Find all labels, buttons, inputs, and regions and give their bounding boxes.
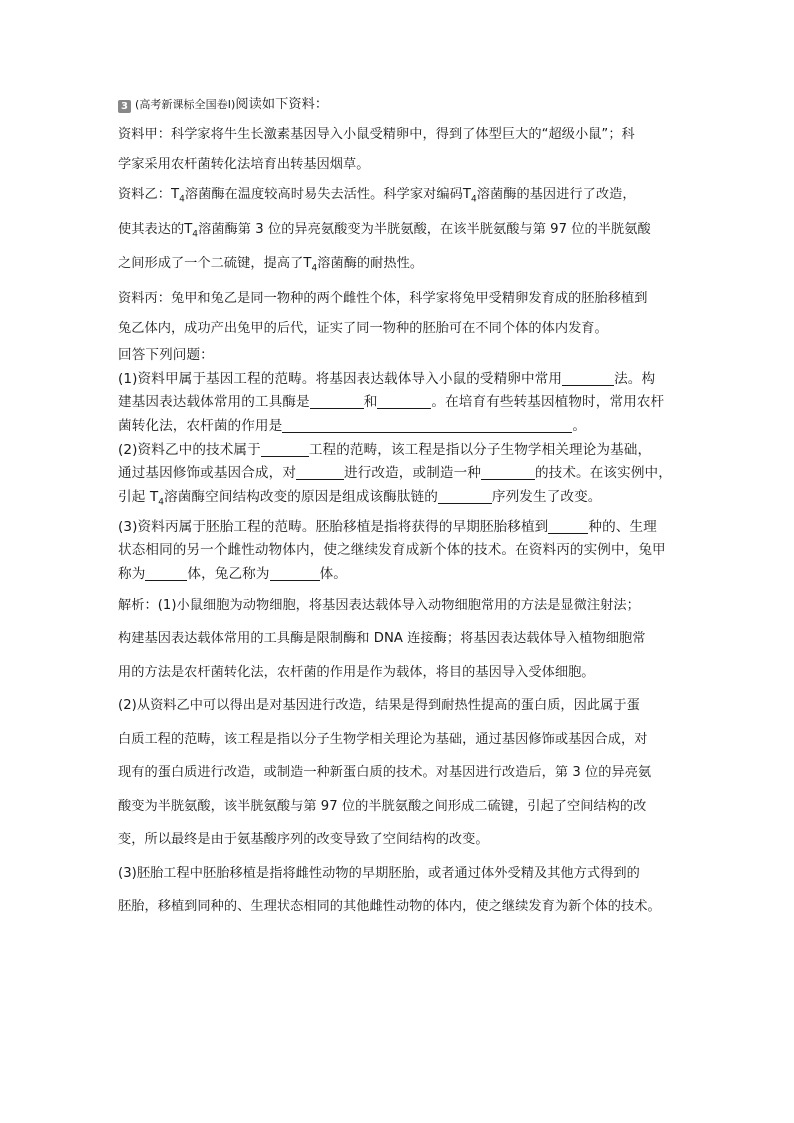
q3-line: 称为 体，兔乙称为 体。 [118, 565, 347, 582]
material-a-text: 科学家将牛生长激素基因导入小鼠受精卵中，得到了体型巨大的“超级小鼠”；科 [170, 127, 635, 142]
answer-blank[interactable] [310, 394, 364, 409]
question-header [118, 90, 684, 120]
question-number-badge: 3 [118, 100, 131, 113]
question-document [118, 90, 684, 924]
material-a-text: 学家采用农杆菌转化法培育出转基因烟草。 [118, 157, 370, 172]
q2-line: 引起 $T_4$溶菌酶空间结构改变的原因是组成该酶肽链的 序列发生了改变。 [118, 489, 602, 508]
answer-blank[interactable] [282, 418, 572, 433]
analysis-line: 用的方法是农杆菌转化法，农杆菌的作用是作为载体，将目的基因导入受体细胞。 [118, 664, 595, 680]
q1-line: (1)资料甲属于基因工程的范畴。将基因表达载体导入小鼠的受精卵中常用 法。构 [118, 370, 656, 387]
analysis-line: 酸变为半胱氨酸，该半胱氨酸与第 97 位的半胱氨酸之间形成二硫键，引起了空间结构的改 [118, 798, 647, 814]
q1-line: 建基因表达载体常用的工具酶是 和 。在培育有些转基因植物时，常用农杆 [118, 394, 665, 411]
answer-blank[interactable] [481, 465, 535, 480]
t4-symbol: $T_4$ [462, 187, 477, 205]
material-b-label: 资料乙： [118, 187, 171, 202]
answer-blank[interactable] [296, 465, 344, 480]
answer-blank[interactable] [548, 519, 588, 534]
q3-line: 状态相同的另一个雌性动物体内，使之继续发育成新个体的技术。在资料丙的实例中，兔甲 [118, 542, 666, 559]
question-source: (高考新课标全国卷Ⅰ) [135, 98, 236, 111]
analysis-line: 现有的蛋白质进行改造，或制造一种新蛋白质的技术。对基因进行改造后，第 3 位的异亮氨 [118, 765, 652, 781]
material-a [118, 120, 684, 180]
t4-symbol: $T_4$ [170, 187, 185, 205]
analysis-line: (3)胚胎工程中胚胎移植是指将雌性动物的早期胚胎，或者通过体外受精及其他方式得到的 [118, 865, 640, 881]
t4-symbol: $T_4$ [149, 489, 165, 508]
t4-symbol: $T_4$ [184, 221, 199, 240]
t4-symbol: $T_4$ [303, 256, 318, 274]
material-b-text: 溶菌酶的基因进行了改造， [476, 187, 636, 202]
analysis-line: 白质工程的范畴，该工程是指以分子生物学相关理论为基础，通过基因修饰或基因合成，对 [118, 731, 648, 747]
material-c-text: 兔乙体内，成功产出兔甲的后代，证实了同一物种的胚胎可在不同个体的体内发育。 [118, 320, 608, 336]
analysis [118, 589, 684, 924]
material-c [118, 284, 684, 344]
analysis-line: 胚胎，移植到同种的、生理状态相同的其他雌性动物的体内，使之继续发育为新个体的技术。 [118, 899, 661, 915]
analysis-line: 解析：(1)小鼠细胞为动物细胞，将基因表达载体导入动物细胞常用的方法是显微注射法； [118, 597, 640, 613]
material-c-text: 兔甲和兔乙是同一物种的两个雌性个体，科学家将兔甲受精卵发育成的胚胎移植到 [170, 290, 648, 306]
material-c-label: 资料丙： [118, 290, 171, 306]
answer-blank[interactable] [261, 442, 309, 457]
answer-blank[interactable] [562, 371, 614, 386]
question-intro: 阅读如下资料： [235, 97, 329, 112]
material-b [118, 180, 684, 284]
material-b-text: 使其表达的 [118, 221, 185, 237]
analysis-line: 构建基因表达载体常用的工具酶是限制酶和 DNA 连接酶；将基因表达载体导入植物细胞常 [118, 631, 646, 647]
q2-line: 通过基因修饰或基因合成，对 进行改造，或制造一种 的技术。在该实例中， [118, 465, 672, 482]
material-b-text: 溶菌酶在温度较高时易失去活性。科学家对编码 [184, 187, 463, 202]
answer-blank[interactable] [145, 566, 187, 581]
material-a-label: 资料甲： [118, 127, 171, 142]
material-b-text: 溶菌酶第 3 位的异亮氨酸变为半胱氨酸，在该半胱氨酸与第 97 位的半胱氨酸 [198, 221, 651, 237]
material-b-text: 溶菌酶的耐热性。 [317, 256, 424, 272]
analysis-line: 变，所以最终是由于氨基酸序列的改变导致了空间结构的改变。 [118, 832, 489, 848]
answer-prompt: 回答下列问题： [118, 346, 214, 363]
answer-blank[interactable] [270, 566, 320, 581]
q3-line: (3)资料丙属于胚胎工程的范畴。胚胎移植是指将获得的早期胚胎移植到 种的、生理 [118, 518, 657, 535]
answer-blank[interactable] [377, 394, 431, 409]
analysis-line: (2)从资料乙中可以得出是对基因进行改造，结果是得到耐热性提高的蛋白质，因此属于蛋 [118, 698, 640, 714]
q2-line: (2)资料乙中的技术属于 工程的范畴，该工程是指以分子生物学相关理论为基础， [118, 441, 652, 458]
material-b-text: 之间形成了一个二硫键，提高了 [118, 256, 304, 272]
q1-line: 菌转化法，农杆菌的作用是 。 [118, 418, 587, 435]
sub-questions [118, 344, 684, 587]
answer-blank[interactable] [438, 489, 492, 504]
